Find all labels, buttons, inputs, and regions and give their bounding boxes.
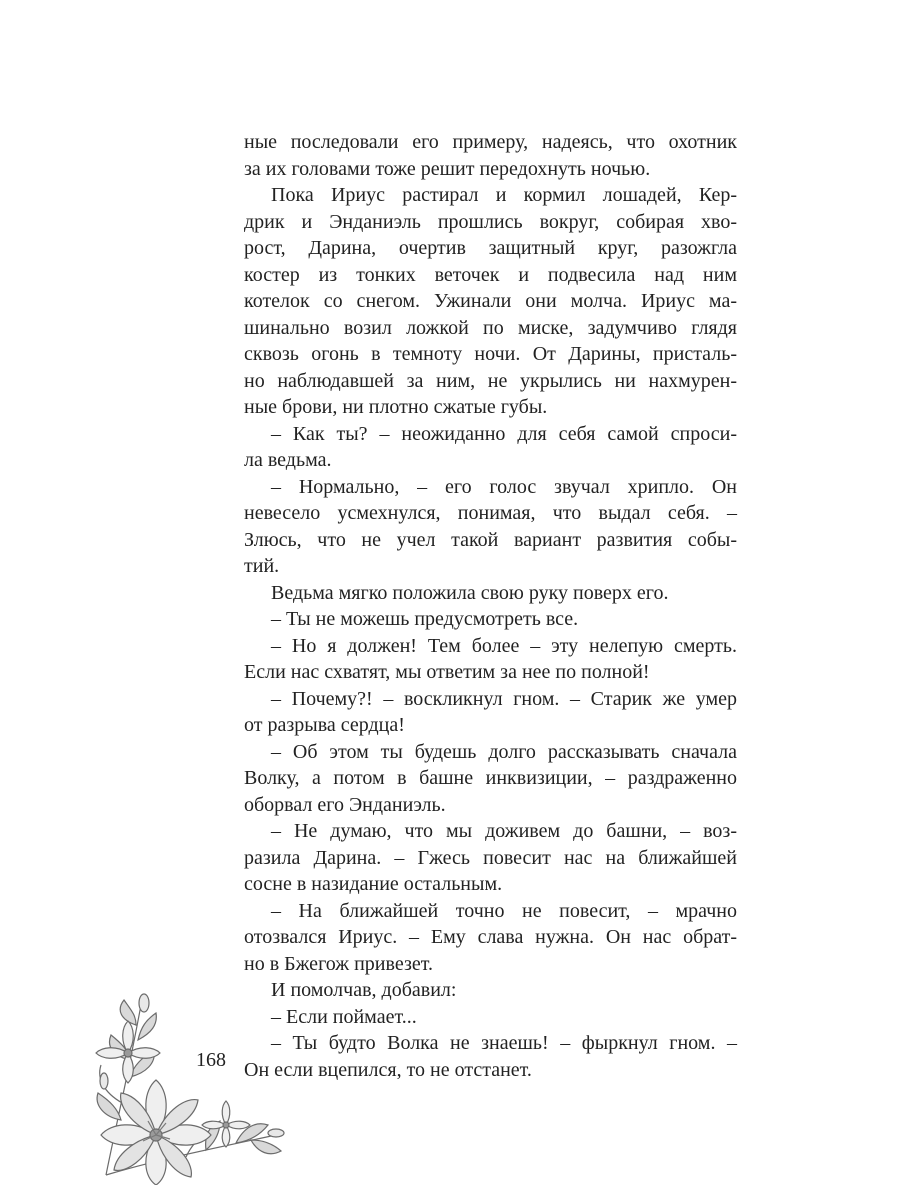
text-line: костер из тонких веточек и подвесила над ним — [244, 263, 737, 286]
text-line: шинально возил ложкой по миске, задумчиво глядя — [244, 316, 737, 339]
text-line: котелок со снегом. Ужинали они молча. Ириус ма- — [244, 290, 737, 312]
text-line: ла ведьма. — [244, 449, 332, 471]
text-line: разила Дарина. – Гжесь повесит нас на ближайшей — [244, 846, 737, 869]
text-line: оборвал его Энданиэль. — [244, 793, 446, 816]
text-line: отозвался Ириус. – Ему слава нужна. Он нас обрат- — [244, 926, 737, 948]
text-line: – Об этом ты будешь долго рассказывать сначала — [271, 740, 737, 763]
text-line: – Ты будто Волка не знаешь! – фыркнул гном. – — [271, 1032, 737, 1054]
text-line: – На ближайшей точно не повесит, – мрачно — [271, 899, 737, 922]
text-line: дрик и Энданиэль прошлись вокруг, собирая хво- — [244, 210, 737, 233]
text-line: ные брови, ни плотно сжатые губы. — [244, 396, 548, 418]
floral-corner-icon — [86, 985, 286, 1185]
text-line: И помолчав, добавил: — [271, 979, 457, 1001]
text-line: – Но я должен! Тем более – эту нелепую смерть. — [271, 634, 737, 657]
text-line: сосне в назидание остальным. — [244, 873, 503, 895]
text-line: от разрыва сердца! — [244, 714, 405, 736]
text-line: ные последовали его примеру, надеясь, что охотник — [244, 131, 737, 153]
text-line: Если нас схватят, мы ответим за нее по полной! — [244, 661, 650, 683]
text-line: – Ты не можешь предусмотреть все. — [271, 608, 579, 630]
text-line: – Нормально, – его голос звучал хрипло. Он — [271, 475, 737, 498]
text-line: Он если вцепился, то не отстанет. — [244, 1058, 532, 1081]
text-line: – Если поймает... — [271, 1005, 417, 1028]
text-line: тий. — [244, 555, 280, 577]
text-line: но наблюдавшей за ним, не укрылись ни нахмурен- — [244, 369, 737, 392]
text-line: – Не думаю, что мы доживем до башни, – воз- — [271, 820, 737, 842]
text-line: невесело усмехнулся, понимая, что выдал себя. – — [244, 502, 737, 524]
text-line: – Почему?! – воскликнул гном. – Старик же умер — [271, 687, 737, 710]
text-line: Пока Ириус растирал и кормил лошадей, Кер- — [271, 184, 737, 206]
text-line: Злюсь, что не учел такой вариант развития собы- — [244, 528, 737, 551]
text-line: рост, Дарина, очертив защитный круг, разожгла — [244, 237, 737, 259]
text-line: Ведьма мягко положила свою руку поверх его. — [271, 581, 669, 604]
body-text — [244, 129, 737, 1083]
text-line: за их головами тоже решит передохнуть ночью. — [244, 157, 651, 180]
text-line: – Как ты? – неожиданно для себя самой спроси- — [271, 422, 737, 445]
text-line: Волку, а потом в башне инквизиции, – раздраженно — [244, 767, 737, 789]
text-line: сквозь огонь в темноту ночи. От Дарины, присталь- — [244, 343, 737, 365]
text-line: но в Бжегож привезет. — [244, 952, 433, 975]
page-number: 168 — [196, 1049, 226, 1071]
